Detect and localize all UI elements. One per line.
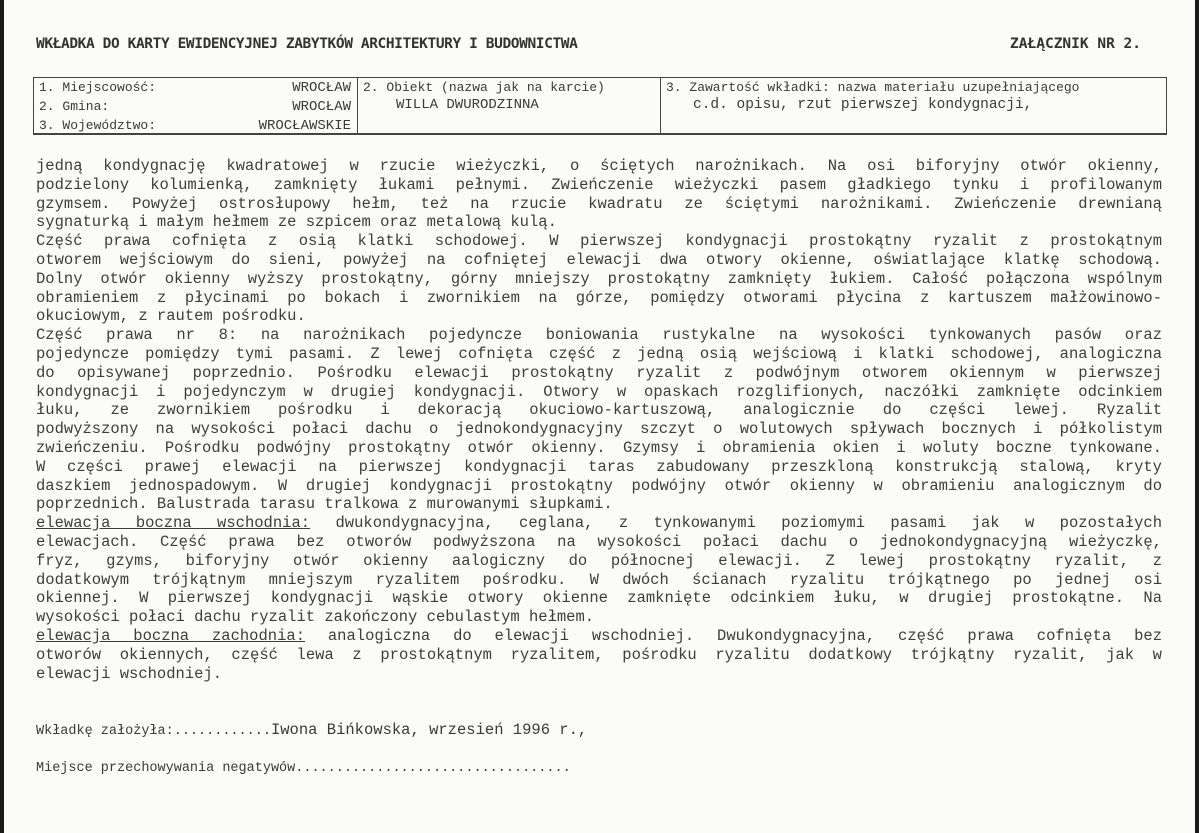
line-text: zwieńczeniu. Pośrodku podwójny prostokątny otwór okienny. Gzymsy i obramienia okien i woluty boczne tynkowane.: [36, 438, 1162, 457]
line-text: dwukondygnacyjna, ceglana, z tynkowanymi poziomymi pasami jak w pozostałych: [310, 514, 1163, 533]
line-text: gzymsem. Powyżej ostrosłupowy hełm, też na rzucie kwadratu ze ściętymi narożnikami. Zwieńczenie drewnianą: [36, 194, 1162, 213]
line-text: analogiczna do elewacji wschodniej. Dwukondygnacyjna, część prawa cofnięta bez: [305, 626, 1162, 645]
text-line: [36, 289, 1162, 308]
text-line: [36, 345, 1162, 364]
line-text: poprzednich. Balustrada tarasu tralkowa z murowanymi słupkami.: [36, 495, 613, 514]
line-text: do opisywanej poprzednio. Pośrodku elewacji prostokątny ryzalit z podwójnym otworem okiennym w pierwszej: [36, 363, 1162, 382]
text-line: [36, 176, 1162, 195]
content-value: c.d. opisu, rzut pierwszej kondygnacji,: [693, 97, 1033, 113]
text-line: [36, 307, 1162, 326]
line-text: okiennej. W pierwszej kondygnacji wąskie otwory okienne zamknięte odcinkiem łuku, w drugiej prostokątne. Na: [36, 589, 1162, 608]
line-text: Część prawa cofnięta z osią klatki schodowej. W pierwszej kondygnacji prostokątny ryzalit z prostokątnym: [36, 232, 1162, 251]
scan-edge-left: [0, 0, 4, 833]
scan-edge-right: [1195, 0, 1199, 833]
line-text: Dolny otwór okienny wyższy prostokątny, górny mniejszy prostokątny zamknięty łukiem. Całość połączona wspólnym: [36, 269, 1162, 288]
line-text: kondygnacji i pojedynczym w drugiej kondygnacji. Otwory w opaskach rozglifionych, naczółki zamknięte odcinkiem: [36, 382, 1162, 401]
line-text: dodatkowym trójkątnym mniejszym ryzalitem pośrodku. W dwóch ścianach ryzalitu trójkątnego po jednej osi: [36, 570, 1162, 589]
text-line: [36, 533, 1162, 552]
text-line: [36, 270, 1162, 289]
founded-label: Wkładkę założyła:............: [36, 724, 271, 739]
metadata-table: [33, 77, 1167, 135]
text-line: [36, 495, 1162, 514]
text-line: [36, 458, 1162, 477]
line-text: obramieniem z płycinami po bokach i zwornikiem na górze, pomiędzy otworami płycina z kartuszem małżowinowo-: [36, 288, 1162, 307]
line-text: sygnaturką i małym hełmem ze szpicem oraz metalową kulą.: [36, 213, 557, 232]
section-heading: elewacja boczna wschodnia:: [36, 514, 311, 533]
object-label: 2. Obiekt (nazwa jak na karcie): [363, 80, 605, 95]
description-body: [36, 157, 1162, 683]
line-text: elewacjach. Część prawa bez otworów podwyższona na wysokości połaci dachu o jednokondygnacyjną wieżyczkę,: [36, 532, 1162, 551]
object-value: WILLA DWURODZINNA: [396, 97, 539, 113]
text-line: [36, 383, 1162, 402]
text-line: [36, 552, 1162, 571]
text-line: [36, 326, 1162, 345]
negatives-location-line: Miejsce przechowywania negatywów..................................: [36, 761, 571, 776]
text-line: [36, 627, 1162, 646]
line-text: podwyższony na wysokości połaci dachu o jednokondygnacyjny szczyt o wolutowych spływach bocznych i półkolistym: [36, 420, 1162, 439]
line-text: łuku, ze zwornikiem pośrodku i dekoracją okuciowo-kartuszową, analogicznie do części lewej. Ryzalit: [36, 401, 1162, 420]
content-cell: [661, 78, 1166, 133]
commune-value: WROCŁAW: [292, 99, 351, 115]
text-line: [36, 646, 1162, 665]
text-line: [36, 514, 1162, 533]
line-text: jedną kondygnację kwadratowej w rzucie wieżyczki, o ściętych narożnikach. Na osi biforyjny otwór okienny,: [36, 157, 1162, 175]
locality-value: WROCŁAW: [292, 80, 351, 96]
voivodeship-value: WROCŁAWSKIE: [258, 118, 351, 134]
line-text: Część prawa nr 8: na narożnikach pojedyncze boniowania rustykalne na wysokości tynkowanych pasów oraz: [36, 326, 1162, 345]
line-text: okuciowym, z rautem pośrodku.: [36, 307, 306, 326]
line-text: daszkiem jednospadowym. W drugiej kondygnacji prostokątny podwójny otwór okienny w obramieniu analogicznym do: [36, 476, 1162, 495]
locality-label: 1. Miejscowość:: [39, 80, 157, 95]
document-title: WKŁADKA DO KARTY EWIDENCYJNEJ ZABYTKÓW ARCHITEKTURY I BUDOWNICTWA: [36, 36, 578, 52]
text-line: [36, 232, 1162, 251]
text-line: [36, 401, 1162, 420]
line-text: otworem wejściowym do sieni, powyżej na cofniętej elewacji dwa otwory okienne, oświatlające klatkę schodową.: [36, 250, 1162, 269]
line-text: podzielony kolumienką, zamknięty łukami pełnymi. Zwieńczenie wieżyczki pasem gładkiego tynku i profilowanym: [36, 175, 1162, 194]
text-line: [36, 213, 1162, 232]
location-cell: [34, 78, 358, 133]
text-line: [36, 420, 1162, 439]
text-line: [36, 589, 1162, 608]
voivodeship-label: 3. Województwo:: [39, 118, 157, 133]
content-label: 3. Zawartość wkładki: nazwa materiału uzupełniającego: [666, 80, 1080, 95]
line-text: W części prawej elewacji na pierwszej kondygnacji taras zabudowany przeszkloną konstrukcją stalową, kryty: [36, 457, 1162, 476]
text-line: [36, 251, 1162, 270]
text-line: [36, 195, 1162, 214]
line-text: wysokości połaci dachu ryzalit zakończony cebulastym hełmem.: [36, 608, 595, 627]
line-text: otworów okiennych, część lewa z prostokątnym ryzalitem, pośrodku ryzalitu dodatkowy trójkątny ryzalit, jak w: [36, 645, 1162, 664]
object-cell: [358, 78, 661, 133]
text-line: [36, 665, 1162, 684]
line-text: fryz, gzyms, biforyjny otwór okienny aalogiczny do północnej elewacji. Z lewej prostokątny ryzalit, z: [36, 551, 1162, 570]
text-line: [36, 477, 1162, 496]
section-heading: elewacja boczna zachodnia:: [36, 626, 305, 645]
line-text: elewacji wschodniej.: [36, 664, 223, 683]
commune-label: 2. Gmina:: [39, 99, 110, 114]
text-line: [36, 157, 1162, 176]
line-text: pojedyncze pomiędzy tymi pasami. Z lewej cofnięta część z jedną osią wejściową i klatki schodowej, analogiczna: [36, 344, 1162, 363]
text-line: [36, 364, 1162, 383]
founded-value: Iwona Bińkowska, wrzesień 1996 r.,: [270, 721, 588, 739]
annex-number: ZAŁĄCZNIK NR 2.: [1010, 36, 1141, 52]
text-line: [36, 439, 1162, 458]
text-line: [36, 608, 1162, 627]
founded-by-line: [36, 721, 587, 739]
text-line: [36, 571, 1162, 590]
